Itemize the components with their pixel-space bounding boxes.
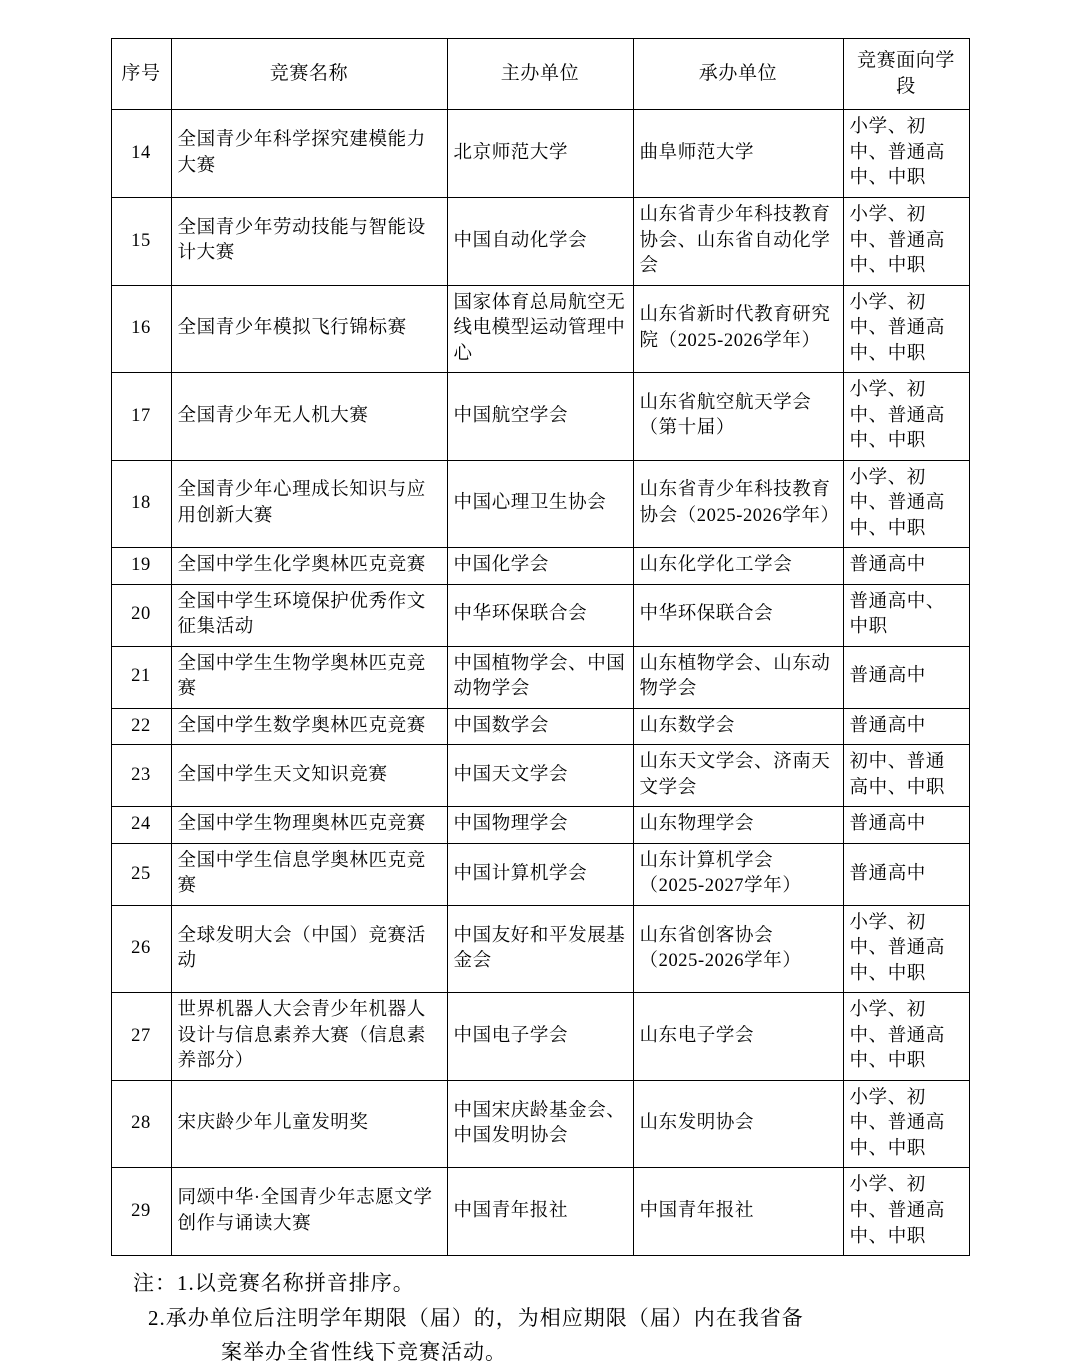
cell-host: 中国植物学会、中国动物学会 [447,646,633,708]
column-header-no: 序号 [111,39,171,110]
cell-no: 25 [111,843,171,905]
competition-table [111,38,970,1256]
cell-name: 全国中学生生物学奥林匹克竞赛 [171,646,447,708]
cell-stage: 小学、初中、普通高中、中职 [843,460,969,548]
cell-stage: 小学、初中、普通高中、中职 [843,197,969,285]
cell-organizer: 山东天文学会、济南天文学会 [633,745,843,807]
cell-organizer: 中国青年报社 [633,1168,843,1256]
cell-name: 全国中学生天文知识竞赛 [171,745,447,807]
cell-organizer: 山东电子学会 [633,993,843,1081]
table-row [111,1080,969,1168]
cell-name: 全国中学生信息学奥林匹克竞赛 [171,843,447,905]
table-row [111,460,969,548]
cell-stage: 小学、初中、普通高中、中职 [843,110,969,198]
cell-no: 15 [111,197,171,285]
cell-no: 19 [111,548,171,585]
table-row [111,373,969,461]
table-row [111,905,969,993]
cell-no: 28 [111,1080,171,1168]
cell-no: 26 [111,905,171,993]
cell-name: 全国青少年模拟飞行锦标赛 [171,285,447,373]
cell-name: 全国青少年科学探究建模能力大赛 [171,110,447,198]
cell-no: 18 [111,460,171,548]
cell-name: 同颂中华·全国青少年志愿文学创作与诵读大赛 [171,1168,447,1256]
cell-organizer: 山东物理学会 [633,807,843,844]
cell-no: 27 [111,993,171,1081]
cell-host: 中国宋庆龄基金会、中国发明协会 [447,1080,633,1168]
cell-stage: 普通高中 [843,646,969,708]
cell-stage: 小学、初中、普通高中、中职 [843,1080,969,1168]
cell-no: 21 [111,646,171,708]
cell-stage: 小学、初中、普通高中、中职 [843,285,969,373]
cell-host: 中国数学会 [447,708,633,745]
cell-name: 世界机器人大会青少年机器人设计与信息素养大赛（信息素养部分） [171,993,447,1081]
table-row [111,548,969,585]
cell-host: 国家体育总局航空无线电模型运动管理中心 [447,285,633,373]
cell-stage: 初中、普通高中、中职 [843,745,969,807]
cell-name: 全国青少年心理成长知识与应用创新大赛 [171,460,447,548]
cell-no: 23 [111,745,171,807]
table-row [111,807,969,844]
cell-host: 中国化学会 [447,548,633,585]
cell-host: 中华环保联合会 [447,584,633,646]
cell-organizer: 山东发明协会 [633,1080,843,1168]
cell-host: 中国自动化学会 [447,197,633,285]
column-header-stage: 竞赛面向学段 [843,39,969,110]
table-header-row [111,39,969,110]
table-row [111,110,969,198]
cell-stage: 小学、初中、普通高中、中职 [843,1168,969,1256]
cell-organizer: 山东省青少年科技教育协会、山东省自动化学会 [633,197,843,285]
table-row [111,843,969,905]
cell-name: 全国青少年劳动技能与智能设计大赛 [171,197,447,285]
table-notes [111,1266,969,1370]
note-line-3: 案举办全省性线下竞赛活动。 [221,1340,507,1365]
table-row [111,584,969,646]
cell-host: 中国青年报社 [447,1168,633,1256]
table-row [111,745,969,807]
column-header-organizer: 承办单位 [633,39,843,110]
cell-stage: 小学、初中、普通高中、中职 [843,373,969,461]
cell-no: 22 [111,708,171,745]
cell-name: 全国中学生环境保护优秀作文征集活动 [171,584,447,646]
cell-stage: 普通高中 [843,708,969,745]
table-row [111,1168,969,1256]
table-row [111,708,969,745]
cell-host: 北京师范大学 [447,110,633,198]
cell-organizer: 山东化学化工学会 [633,548,843,585]
cell-name: 全球发明大会（中国）竞赛活动 [171,905,447,993]
cell-stage: 小学、初中、普通高中、中职 [843,993,969,1081]
cell-no: 16 [111,285,171,373]
note-line-2: 2.承办单位后注明学年期限（届）的，为相应期限（届）内在我省备 [148,1305,804,1330]
cell-host: 中国计算机学会 [447,843,633,905]
cell-stage: 普通高中 [843,548,969,585]
cell-organizer: 山东省航空航天学会（第十届） [633,373,843,461]
cell-stage: 普通高中、中职 [843,584,969,646]
cell-host: 中国友好和平发展基金会 [447,905,633,993]
column-header-host: 主办单位 [447,39,633,110]
cell-host: 中国电子学会 [447,993,633,1081]
cell-no: 29 [111,1168,171,1256]
cell-host: 中国航空学会 [447,373,633,461]
cell-organizer: 山东省创客协会（2025-2026学年） [633,905,843,993]
cell-organizer: 山东省青少年科技教育协会（2025-2026学年） [633,460,843,548]
cell-name: 全国中学生物理奥林匹克竞赛 [171,807,447,844]
cell-organizer: 山东植物学会、山东动物学会 [633,646,843,708]
cell-no: 20 [111,584,171,646]
cell-name: 全国中学生化学奥林匹克竞赛 [171,548,447,585]
cell-no: 17 [111,373,171,461]
table-header [111,39,969,110]
note-line-1: 注：1.以竞赛名称拼音排序。 [133,1271,415,1296]
cell-name: 宋庆龄少年儿童发明奖 [171,1080,447,1168]
cell-stage: 小学、初中、普通高中、中职 [843,905,969,993]
cell-host: 中国天文学会 [447,745,633,807]
cell-name: 全国青少年无人机大赛 [171,373,447,461]
cell-host: 中国物理学会 [447,807,633,844]
table-body [111,110,969,1256]
column-header-name: 竞赛名称 [171,39,447,110]
cell-host: 中国心理卫生协会 [447,460,633,548]
cell-organizer: 曲阜师范大学 [633,110,843,198]
cell-no: 24 [111,807,171,844]
cell-organizer: 中华环保联合会 [633,584,843,646]
cell-organizer: 山东计算机学会（2025-2027学年） [633,843,843,905]
table-row [111,285,969,373]
cell-organizer: 山东数学会 [633,708,843,745]
table-row [111,646,969,708]
cell-no: 14 [111,110,171,198]
cell-stage: 普通高中 [843,807,969,844]
cell-stage: 普通高中 [843,843,969,905]
table-row [111,197,969,285]
cell-organizer: 山东省新时代教育研究院（2025-2026学年） [633,285,843,373]
cell-name: 全国中学生数学奥林匹克竞赛 [171,708,447,745]
table-row [111,993,969,1081]
